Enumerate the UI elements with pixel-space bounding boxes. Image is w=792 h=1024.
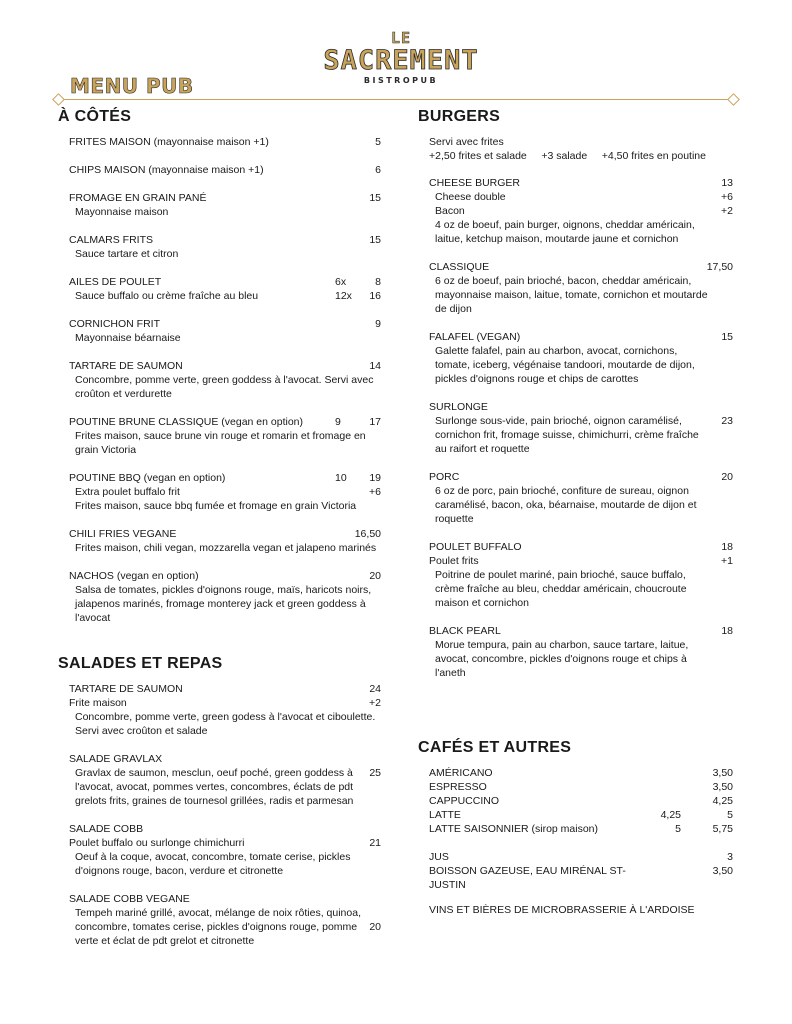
item-option-price: +6 — [721, 191, 733, 203]
item-price: 6 — [375, 164, 381, 176]
drinks-note: VINS ET BIÈRES DE MICROBRASSERIE À L'ARDOISE — [429, 904, 695, 916]
item-description: Frites maison, chili vegan, mozzarella vegan et jalapeno marinés — [75, 542, 377, 554]
item-description: Oeuf à la coque, avocat, concombre, tomate cerise, pickles d'oignons rouge, bacon, verdure et citronette — [75, 851, 351, 877]
item-price: 17,50 — [706, 261, 733, 273]
item-name: SURLONGE — [429, 401, 488, 413]
drink-row — [418, 808, 733, 822]
item-option-price: +2 — [721, 205, 733, 217]
item-sub-price: +1 — [721, 555, 733, 567]
logo-sub: BISTROPUB — [363, 76, 439, 85]
intro-options: +2,50 frites et salade +3 salade +4,50 frites en poutine — [429, 150, 706, 162]
drink-price: 3,50 — [712, 767, 733, 779]
drink-price: 3 — [727, 851, 733, 863]
item-name: TARTARE DE SAUMON — [69, 683, 183, 695]
drink-price: 4,25 — [712, 795, 733, 807]
item-description: Tempeh mariné grillé, avocat, mélange de noix rôties, quinoa, concombre, tomates cerise, pickles d'oignons rouge, pomme verte et éclat de pdt grelot et citronette — [75, 907, 361, 947]
item-price-large: 19 — [369, 472, 381, 484]
menu-item — [58, 163, 381, 177]
drink-price-small — [641, 794, 681, 808]
item-price: 14 — [369, 360, 381, 372]
section-title: CAFÉS ET AUTRES — [418, 739, 572, 756]
item-price-large: 17 — [369, 416, 381, 428]
menu-item — [418, 624, 733, 680]
item-description: Mayonnaise maison — [75, 206, 169, 218]
item-sub: Poulet buffalo ou surlonge chimichurri — [69, 837, 245, 849]
drink-name: LATTE — [429, 809, 461, 821]
item-price: 13 — [721, 177, 733, 189]
menu-item — [58, 527, 381, 555]
menu-item — [58, 892, 381, 948]
drink-price-small — [641, 864, 681, 892]
logo — [298, 30, 504, 86]
drink-name: AMÉRICANO — [429, 767, 493, 779]
drink-price: 3,50 — [712, 865, 733, 877]
item-name: CORNICHON FRIT — [69, 318, 160, 330]
menu-item — [418, 176, 733, 246]
item-name: SALADE GRAVLAX — [69, 753, 163, 765]
item-description: Mayonnaise béarnaise — [75, 332, 181, 344]
drink-row — [418, 864, 733, 892]
item-description: Concombre, pomme verte, green godess à l'avocat et ciboulette. Servi avec croûton et salade — [75, 711, 376, 737]
drink-price-small — [641, 780, 681, 794]
item-name: CALMARS FRITS — [69, 234, 154, 246]
logo-main: SACREMENT — [323, 45, 479, 76]
drink-row — [418, 794, 733, 808]
item-name: POUTINE BBQ (vegan en option) — [69, 472, 226, 484]
item-price: 18 — [721, 541, 733, 553]
item-description: 6 oz de boeuf, pain brioché, bacon, cheddar américain, mayonnaise maison, laitue, tomate, cornichon et moutarde de dijon — [435, 275, 708, 315]
item-sub: Poulet frits — [429, 555, 479, 567]
drink-price: 3,50 — [712, 781, 733, 793]
menu-item — [58, 275, 381, 303]
item-description: Surlonge sous-vide, pain brioché, oignon caramélisé, cornichon frit, fromage suisse, chimichurri, crème fraîche au raifort et roquette — [435, 415, 699, 455]
item-description: 4 oz de boeuf, pain burger, oignons, cheddar américain, laitue, ketchup maison, moutarde jaune et cornichon — [435, 219, 695, 245]
drink-price: 5 — [727, 809, 733, 821]
menu-item — [58, 135, 381, 149]
menu-item — [58, 752, 381, 808]
item-price: 8 — [375, 276, 381, 288]
menu-item — [58, 569, 381, 625]
item-price-small: 10 — [335, 472, 347, 484]
drink-price-small — [641, 766, 681, 780]
header-divider — [58, 99, 732, 100]
item-option: Bacon — [435, 205, 465, 217]
item-name: CHILI FRIES VEGANE — [69, 528, 177, 540]
intro-line: Servi avec frites — [429, 136, 504, 148]
item-description: Gravlax de saumon, mesclun, oeuf poché, green goddess à l'avocat, avocat, pommes vertes, concombres, éclats de pdt grelots frits, graines de tournesol grillées, radis et parmesan — [75, 767, 354, 807]
section-burgers — [418, 108, 733, 694]
item-price: 20 — [369, 570, 381, 582]
drink-row — [418, 780, 733, 794]
drink-price-small — [641, 850, 681, 864]
item-description: Morue tempura, pain au charbon, sauce tartare, laitue, avocat, concombre, pickles d'oignons rouge et chips à l'aneth — [435, 639, 689, 679]
item-price: 15 — [721, 331, 733, 343]
item-price: 25 — [369, 767, 381, 779]
item-description: Salsa de tomates, pickles d'oignons rouge, maïs, haricots noirs, jalapenos marinés, fromage monterey jack et green goddess à l'avocat — [75, 584, 372, 624]
drink-price-small: 5 — [675, 823, 681, 835]
item-price: 21 — [369, 837, 381, 849]
drink-row — [418, 822, 733, 836]
section-title: SALADES ET REPAS — [58, 655, 223, 672]
drink-price: 5,75 — [712, 823, 733, 835]
section-title: À CÔTÉS — [58, 108, 132, 125]
menu-item — [58, 822, 381, 878]
section-title: BURGERS — [418, 108, 501, 125]
drink-name: CAPPUCCINO — [429, 795, 500, 807]
menu-item — [58, 233, 381, 261]
item-description: Galette falafel, pain au charbon, avocat, cornichons, tomate, iceberg, végénaise tandoori, moutarde de dijon, pickles d'oignons rouge et chips de carottes — [435, 345, 695, 385]
drink-name: LATTE SAISONNIER (sirop maison) — [429, 823, 599, 835]
section-cafes — [418, 739, 733, 916]
spacer — [418, 836, 733, 850]
item-name: POUTINE BRUNE CLASSIQUE (vegan en option) — [69, 416, 304, 428]
item-price: 23 — [721, 415, 733, 427]
menu-item — [418, 260, 733, 316]
drink-row — [418, 850, 733, 864]
item-name: NACHOS (vegan en option) — [69, 570, 199, 582]
item-name: FALAFEL (VEGAN) — [429, 331, 521, 343]
menu-item — [418, 400, 733, 456]
item-description: Poitrine de poulet mariné, pain brioché, sauce buffalo, crème fraîche au bleu, cheddar américain, choucroute maison et cornichon — [435, 569, 687, 609]
item-price: 5 — [375, 136, 381, 148]
item-name: CLASSIQUE — [429, 261, 490, 273]
item-name: CHIPS MAISON (mayonnaise maison +1) — [69, 164, 264, 176]
drink-name: ESPRESSO — [429, 781, 487, 793]
item-price: 9 — [375, 318, 381, 330]
drink-name: JUS — [429, 851, 449, 863]
item-price: 16 — [369, 290, 381, 302]
menu-item — [58, 359, 381, 401]
item-name: SALADE COBB VEGANE — [69, 893, 190, 905]
item-price: 24 — [369, 683, 381, 695]
item-sub-price: +2 — [369, 697, 381, 709]
item-name: SALADE COBB — [69, 823, 144, 835]
item-description: Frites maison, sauce brune vin rouge et romarin et fromage en grain Victoria — [75, 430, 366, 456]
item-price: 18 — [721, 625, 733, 637]
menu-item — [418, 540, 733, 610]
item-price: 16,50 — [354, 528, 381, 540]
item-price-small: 9 — [335, 416, 341, 428]
menu-title: MENU PUB — [70, 74, 194, 98]
item-name: PORC — [429, 471, 460, 483]
item-extra-price: +6 — [369, 486, 381, 498]
drink-price-small: 4,25 — [660, 809, 681, 821]
burgers-intro — [418, 135, 733, 163]
item-extra: Extra poulet buffalo frit — [75, 486, 180, 498]
item-description: Sauce buffalo ou crème fraîche au bleu — [75, 290, 259, 302]
item-price: 20 — [721, 471, 733, 483]
drink-name: BOISSON GAZEUSE, EAU MIRÉNAL ST-JUSTIN — [429, 865, 626, 891]
item-price: 15 — [369, 234, 381, 246]
item-sub: Frite maison — [69, 697, 127, 709]
item-name: CHEESE BURGER — [429, 177, 521, 189]
item-name: BLACK PEARL — [429, 625, 501, 637]
item-price: 15 — [369, 192, 381, 204]
item-price: 20 — [369, 921, 381, 933]
drink-row — [418, 766, 733, 780]
item-name: FRITES MAISON (mayonnaise maison +1) — [69, 136, 269, 148]
menu-item — [58, 682, 381, 738]
item-name: POULET BUFFALO — [429, 541, 522, 553]
divider-diamond-left — [52, 93, 65, 106]
item-qty: 6x — [335, 276, 347, 288]
item-name: TARTARE DE SAUMON — [69, 360, 183, 372]
menu-item — [58, 415, 381, 457]
menu-item — [58, 191, 381, 219]
item-description: Sauce tartare et citron — [75, 248, 179, 260]
logo-le: LE — [390, 29, 412, 47]
item-name: AILES DE POULET — [69, 276, 162, 288]
item-description: 6 oz de porc, pain brioché, confiture de sureau, oignon caramélisé, bacon, oka, béarnaise, moutarde de dijon et roquette — [435, 485, 697, 525]
item-description: Frites maison, sauce bbq fumée et fromage en grain Victoria — [75, 500, 357, 512]
section-cotes — [58, 108, 381, 639]
menu-item — [418, 330, 733, 386]
menu-item — [418, 470, 733, 526]
section-salades — [58, 655, 381, 962]
item-name: FROMAGE EN GRAIN PANÉ — [69, 192, 207, 204]
menu-item — [58, 471, 381, 513]
divider-diamond-right — [727, 93, 740, 106]
item-option: Cheese double — [435, 191, 506, 203]
item-description: Concombre, pomme verte, green goddess à l'avocat. Servi avec croûton et verdurette — [75, 374, 374, 400]
menu-item — [58, 317, 381, 345]
item-qty: 12x — [335, 290, 352, 302]
